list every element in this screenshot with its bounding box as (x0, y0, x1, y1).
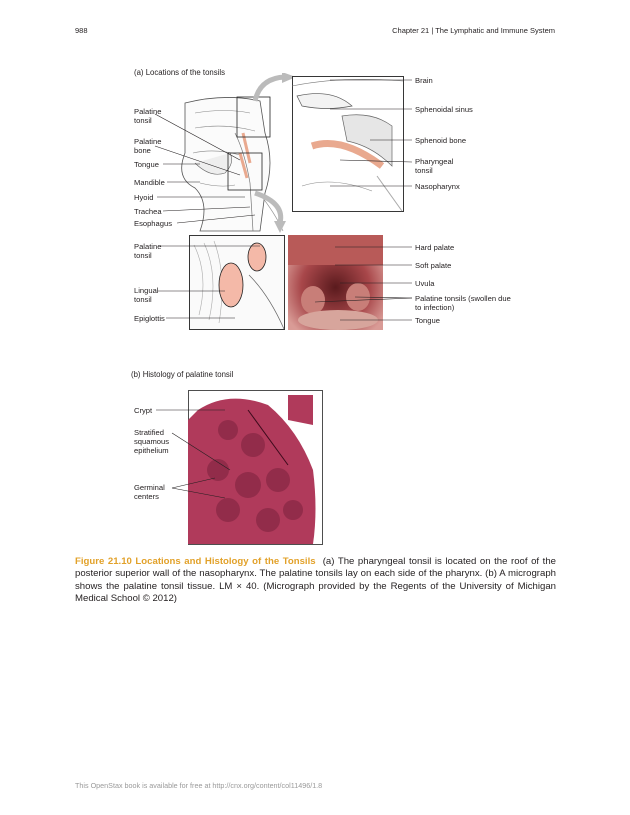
label-uvula: Uvula (415, 279, 435, 288)
caption-text: (a) The pharyngeal tonsil is located on the roof of the posterior superior wall of the nasopharynx. The palatine tonsils lay on each side of the pharynx. (b) A micrograph shows the palatine tonsil tissue. LM × 40. (Micrograph provided by the Regents of the University of Michigan Medical School © 2012) (75, 556, 556, 605)
label-tongue: Tongue (134, 160, 159, 169)
label-trachea: Trachea (134, 207, 162, 216)
label-sphenoid-bone: Sphenoid bone (415, 136, 467, 145)
label-brain: Brain (415, 76, 433, 85)
figure-caption (75, 556, 556, 606)
page-number: 988 (75, 26, 88, 35)
label-palatine-tonsils-swollen: Palatine tonsils (swollen due to infection) (415, 294, 511, 312)
label-lingual-tonsil: Lingual tonsil (134, 286, 159, 304)
label-sphenoidal-sinus: Sphenoidal sinus (415, 105, 473, 114)
label-tongue-2: Tongue (415, 316, 440, 325)
label-palatine-bone: Palatine bone (134, 137, 162, 155)
panel-a-title: (a) Locations of the tonsils (134, 68, 226, 77)
label-pharyngeal-tonsil: Pharyngeal tonsil (415, 157, 454, 175)
label-palatine-tonsil-2: Palatine tonsil (134, 242, 162, 260)
label-hyoid: Hyoid (134, 193, 154, 202)
footer-note: This OpenStax book is available for free at http://cnx.org/content/col11496/1.8 (75, 781, 323, 790)
caption-title: Figure 21.10 Locations and Histology of the Tonsils (75, 556, 316, 567)
label-stratified-squamous-epithelium: Stratified squamous epithelium (134, 428, 170, 455)
label-crypt: Crypt (134, 406, 153, 415)
label-nasopharynx: Nasopharynx (415, 182, 460, 191)
panel-b-title: (b) Histology of palatine tonsil (131, 370, 234, 379)
label-epiglottis: Epiglottis (134, 314, 165, 323)
label-germinal-centers: Germinal centers (134, 483, 165, 501)
label-esophagus: Esophagus (134, 219, 172, 228)
chapter-header: Chapter 21 | The Lymphatic and Immune System (392, 26, 555, 35)
label-mandible: Mandible (134, 178, 165, 187)
label-soft-palate: Soft palate (415, 261, 452, 270)
label-hard-palate: Hard palate (415, 243, 455, 252)
label-palatine-tonsil: Palatine tonsil (134, 107, 162, 125)
